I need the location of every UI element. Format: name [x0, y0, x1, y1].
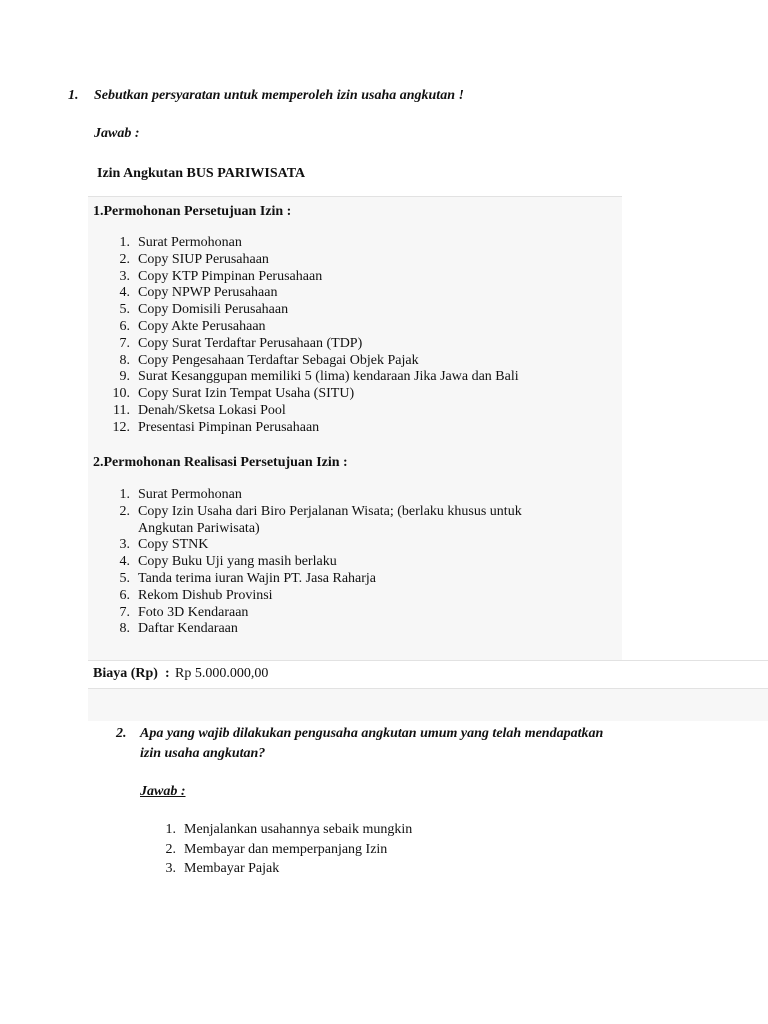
list-item [110, 302, 610, 319]
list-item [110, 252, 610, 269]
list-number: 4. [119, 285, 130, 301]
question-2-line2: izin usaha angkutan? [140, 746, 266, 761]
list-item [110, 403, 610, 420]
list-item-text: Foto 3D Kendaraan [138, 604, 249, 620]
list-item [110, 269, 610, 286]
list-item [110, 386, 610, 403]
list-number: 11. [113, 402, 130, 418]
list-item [110, 487, 610, 504]
list-number: 8. [119, 621, 130, 637]
answer-2-list [156, 822, 556, 881]
answer-label-2: Jawab : [140, 784, 186, 799]
list-number: 12. [112, 419, 130, 435]
list-number: 10. [112, 386, 130, 402]
list-item [110, 353, 610, 370]
list-number: 9. [119, 369, 130, 385]
list-item-text: Copy Surat Izin Tempat Usaha (SITU) [138, 386, 355, 402]
cost-label: Biaya (Rp) : [93, 666, 170, 681]
list-number: 3. [165, 861, 176, 876]
section-2-title: 2.Permohonan Realisasi Persetujuan Izin : [93, 455, 348, 470]
section-2-list [110, 487, 610, 638]
list-number: 6. [119, 587, 130, 603]
list-number: 3. [119, 268, 130, 284]
question-1-number: 1. [68, 88, 79, 103]
list-item-text: Denah/Sketsa Lokasi Pool [138, 402, 286, 418]
list-item-text: Copy Izin Usaha dari Biro Perjalanan Wisata; (berlaku khusus untuk [138, 503, 522, 519]
list-item [156, 842, 556, 862]
cost-value: Rp 5.000.000,00 [175, 666, 269, 681]
list-item [110, 285, 610, 302]
list-item [156, 822, 556, 842]
list-number: 5. [119, 570, 130, 586]
answer-label-1: Jawab : [94, 126, 140, 141]
list-number: 6. [119, 318, 130, 334]
list-item-text: Membayar dan memperpanjang Izin [184, 841, 388, 857]
list-item-text: Surat Permohonan [138, 235, 242, 250]
list-item-text: Surat Permohonan [138, 487, 242, 502]
list-number: 2. [119, 503, 130, 519]
list-item-text: Daftar Kendaraan [138, 621, 238, 637]
list-item-text: Copy Domisili Perusahaan [138, 302, 289, 318]
list-item [110, 420, 610, 437]
list-item-text: Copy NPWP Perusahaan [138, 285, 278, 301]
list-item-text: Copy Akte Perusahaan [138, 318, 266, 334]
section-1-list [110, 235, 610, 437]
list-number: 1. [165, 822, 176, 837]
list-item-text: Menjalankan usahannya sebaik mungkin [184, 822, 413, 837]
list-item-text: Copy Surat Terdaftar Perusahaan (TDP) [138, 335, 363, 351]
list-item [110, 537, 610, 554]
list-number: 2. [119, 251, 130, 267]
list-item-text: Angkutan Pariwisata) [138, 520, 260, 536]
question-1-text: Sebutkan persyaratan untuk memperoleh izin usaha angkutan ! [94, 88, 464, 103]
list-item [110, 571, 610, 588]
list-number: 3. [119, 537, 130, 553]
question-2-number: 2. [116, 726, 127, 741]
list-item [110, 504, 610, 521]
list-number: 5. [119, 302, 130, 318]
list-item [110, 621, 610, 638]
list-item-text: Rekom Dishub Provinsi [138, 587, 273, 603]
list-item-text: Copy Pengesahaan Terdaftar Sebagai Objek Pajak [138, 352, 419, 368]
empty-row [88, 688, 768, 721]
list-item-text: Membayar Pajak [184, 861, 280, 876]
list-number: 2. [165, 841, 176, 857]
heading-bus-pariwisata: Izin Angkutan BUS PARIWISATA [97, 166, 306, 181]
list-item-text: Copy Buku Uji yang masih berlaku [138, 554, 337, 570]
list-number: 1. [119, 487, 130, 502]
divider [88, 660, 768, 661]
list-item [110, 588, 610, 605]
list-item-text: Tanda terima iuran Wajin PT. Jasa Raharja [138, 570, 377, 586]
list-item [110, 235, 610, 252]
section-1-title: 1.Permohonan Persetujuan Izin : [93, 204, 292, 219]
list-number: 4. [119, 554, 130, 570]
list-item-text: Presentasi Pimpinan Perusahaan [138, 419, 320, 435]
list-item [156, 861, 556, 881]
list-item [110, 554, 610, 571]
list-item-text: Copy SIUP Perusahaan [138, 251, 269, 267]
list-item-text: Surat Kesanggupan memiliki 5 (lima) kendaraan Jika Jawa dan Bali [138, 369, 519, 385]
list-item [110, 605, 610, 622]
list-number: 7. [119, 604, 130, 620]
list-number: 1. [119, 235, 130, 250]
list-item [110, 319, 610, 336]
list-item-text: Copy STNK [138, 537, 209, 553]
list-item-text: Copy KTP Pimpinan Perusahaan [138, 268, 323, 284]
list-item [110, 336, 610, 353]
question-2-line1: Apa yang wajib dilakukan pengusaha angkutan umum yang telah mendapatkan [140, 726, 604, 741]
list-number: 7. [119, 335, 130, 351]
list-number: 8. [119, 352, 130, 368]
list-item-continuation [110, 521, 610, 538]
list-item [110, 369, 610, 386]
